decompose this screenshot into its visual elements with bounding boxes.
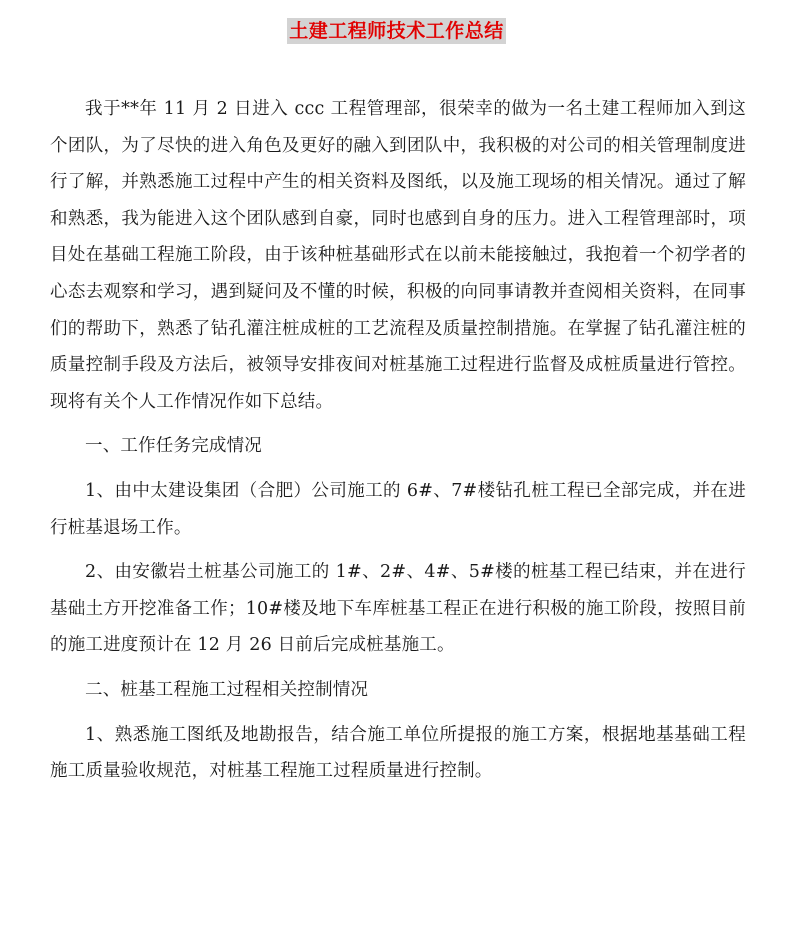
list-item-1-1: 1、由中太建设集团（合肥）公司施工的 6#、7#楼钻孔桩工程已全部完成，并在进行桩基退场工作。 xyxy=(50,480,746,538)
list-item-2-1: 1、熟悉施工图纸及地勘报告，结合施工单位所提报的施工方案，根据地基基础工程施工质量验收规范，对桩基工程施工过程质量进行控制。 xyxy=(50,724,746,782)
intro-paragraph: 我于**年 11 月 2 日进入 ccc 工程管理部，很荣幸的做为一名土建工程师加入到这个团队，为了尽快的进入角色及更好的融入到团队中，我积极的对公司的相关管理制度进行了解，并熟悉施工过程中产生的相关资料及图纸，以及施工现场的相关情况。通过了解和熟悉，我为能进入这个团队感到自豪，同时也感到自身的压力。进入工程管理部时，项目处在基础工程施工阶段，由于该种桩基础形式在以前未能接触过，我抱着一个初学者的心态去观察和学习，遇到疑问及不懂的时候，积极的向同事请教并查阅相关资料，在同事们的帮助下，熟悉了钻孔灌注桩成桩的工艺流程及质量控制措施。在掌握了钻孔灌注桩的质量控制手段及方法后，被领导安排夜间对桩基施工过程进行监督及成桩质量进行管控。现将有关个人工作情况作如下总结。 xyxy=(50,99,746,412)
section-heading-1: 一、工作任务完成情况 xyxy=(85,436,262,457)
list-item-1-2: 2、由安徽岩土桩基公司施工的 1#、2#、4#、5#楼的桩基工程已结束，并在进行基础土方开挖准备工作；10#楼及地下车库桩基工程正在进行积极的施工阶段，按照目前的施工进度预计在 12 月 26 日前后完成桩基施工。 xyxy=(50,562,746,656)
document-body xyxy=(50,91,746,790)
title-container xyxy=(0,18,793,44)
document-title: 土建工程师技术工作总结 xyxy=(289,20,504,42)
section-heading-2: 二、桩基工程施工过程相关控制情况 xyxy=(85,679,369,700)
